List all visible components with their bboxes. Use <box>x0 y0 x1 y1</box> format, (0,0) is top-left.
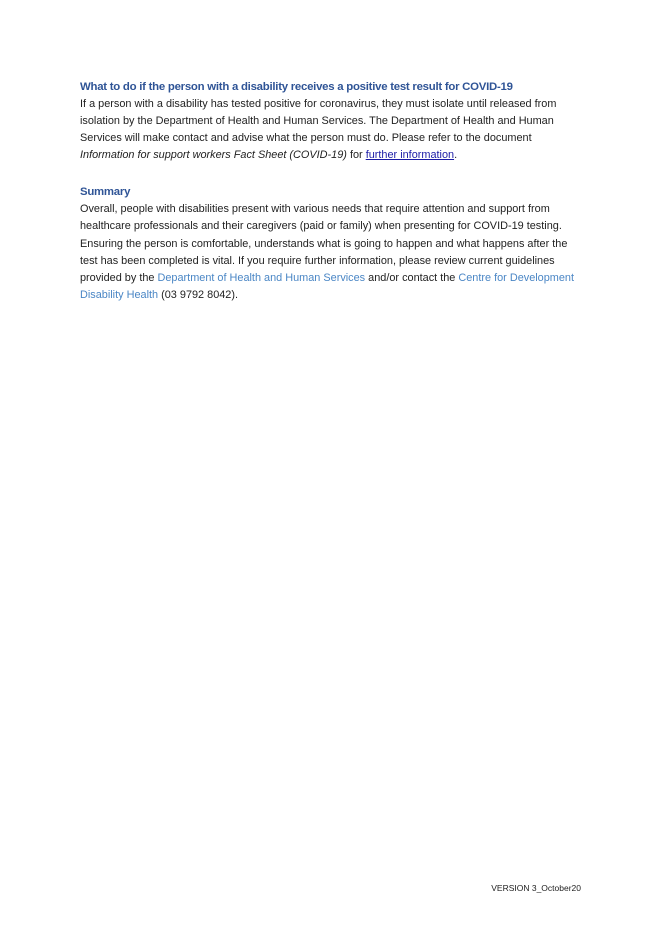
section-heading-positive-result: What to do if the person with a disability receives a positive test result for COVID-19 <box>80 81 513 93</box>
paragraph-summary <box>80 201 585 304</box>
paragraph-text: . <box>454 149 458 162</box>
document-title-reference: Information for support workers Fact Sheet (COVID-19) <box>80 149 347 162</box>
section-heading-summary: Summary <box>80 186 131 199</box>
paragraph-positive-result <box>80 96 585 164</box>
version-footer: VERSION 3_October20 <box>491 883 581 893</box>
paragraph-text: Overall, people with disabilities present with various needs that require attention and support from healthcare professionals and their caregivers (paid or family) when presenting for COVID-19 testing. Ensuring the person is comfortable, understands what is going to happen and what happens after the test has been completed is vital. If you require further information, please review current guidelines provided by the <box>80 203 568 284</box>
document-content <box>80 78 585 304</box>
paragraph-text: for <box>346 149 366 162</box>
paragraph-text: and/or contact the <box>365 271 459 284</box>
dhhs-link[interactable]: Department of Health and Human Services <box>157 271 366 284</box>
section-positive-result <box>80 78 585 164</box>
phone-number-text: (03 9792 8042). <box>158 288 239 301</box>
paragraph-text: If a person with a disability has tested positive for coronavirus, they must isolate until released from isolation by the Department of Health and Human Services. The Department of Health and Human Services will make contact and advise what the person must do. Please refer to the document <box>80 98 557 145</box>
cddh-link[interactable]: Centre for Development Disability Health <box>80 271 575 301</box>
section-summary <box>80 183 585 304</box>
further-information-link[interactable]: further information <box>365 149 455 162</box>
